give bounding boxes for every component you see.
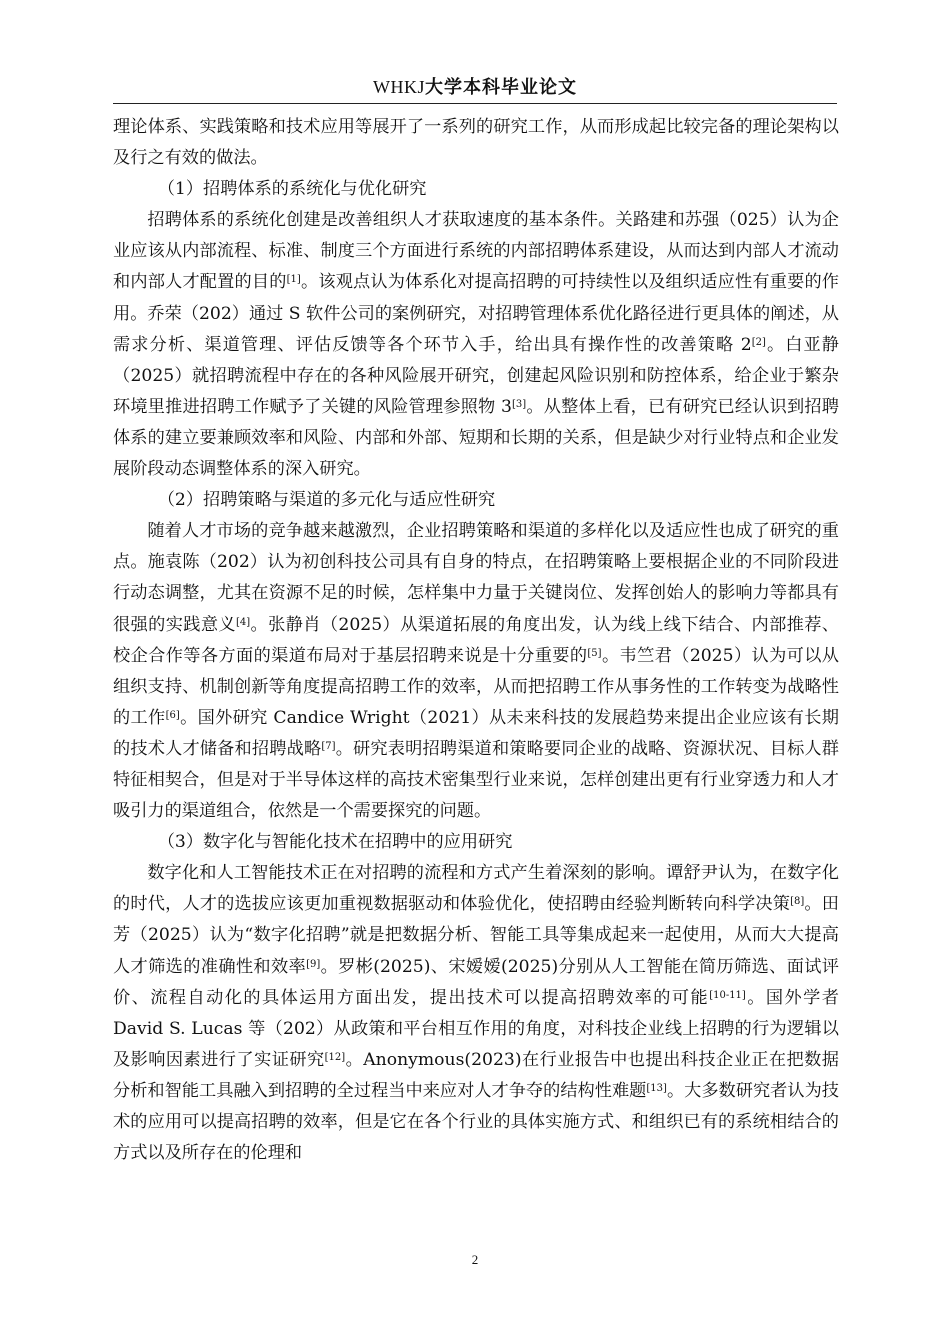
citation-ref: [4] (236, 616, 251, 628)
page-header (113, 73, 837, 101)
paragraph-text: 随着人才市场的竞争越来越激烈，企业招聘策略和渠道的多样化以及适应性也成了研究的重点。施袁陈（202）认为初创科技公司具有自身的特点，在招聘策略上要根据企业的不同阶段进行动态调整，尤其在资源不足的时候，怎样集中力量于关键岗位、发挥创始人的影响力等都具有很强的实践意义 (113, 521, 839, 635)
citation-ref: [13] (646, 1082, 667, 1094)
header-latin: WHKJ (373, 77, 425, 97)
paragraph-text: 。白亚静（2025）就招聘流程中存在的各种风险展开研究，创建起风险识别和防控体系，给企业于繁杂环境里推进招聘工作赋予了关键的风险管理参照物 3 (113, 334, 839, 417)
subheading-text: （1）招聘体系的系统化与优化研究 (157, 179, 427, 200)
citation-ref: [10-11] (709, 989, 746, 1001)
subheading-strategy (113, 485, 839, 516)
citation-ref: [9] (306, 958, 321, 970)
body-text (113, 112, 839, 1169)
paragraph-text: 。国外学者 David S. Lucas 等（202）从政策和平台相互作用的角度，对科技企业线上招聘的行为逻辑以及影响因素进行了实证研究 (113, 987, 839, 1070)
paragraph-text: 招聘体系的系统化创建是改善组织人才获取速度的基本条件。关路建和苏强（025）认为企业应该从内部流程、标准、制度三个方面进行系统的内部招聘体系建设，从而达到内部人才流动和内部人才配置的目的 (113, 210, 839, 293)
paragraph-text: 理论体系、实践策略和技术应用等展开了一系列的研究工作，从而形成起比较完备的理论架构以及行之有效的做法。 (113, 117, 839, 169)
citation-ref: [1] (286, 274, 301, 286)
paragraph-text: 。罗彬(2025)、宋嫒嫒(2025)分别从人工智能在简历筛选、面试评价、流程自动化的具体运用方面出发，提出技术可以提高招聘效率的可能 (113, 956, 839, 1008)
citation-ref: [2] (751, 336, 766, 348)
subheading-text: （3）数字化与智能化技术在招聘中的应用研究 (157, 832, 513, 853)
paragraph-text: 。该观点认为体系化对提高招聘的可持续性以及组织适应性有重要的作用。乔荣（202）通过 S 软件公司的案例研究，对招聘管理体系优化路径进行更具体的阐述，从需求分析、渠道管理、评估反馈等各个环节入手，给出具有操作性的改善策略 2 (113, 272, 839, 355)
citation-ref: [3] (511, 398, 527, 410)
page-number: 2 (471, 1252, 479, 1267)
paragraph-system (113, 205, 839, 485)
subheading-digital (113, 827, 839, 858)
paragraph-text: 。研究表明招聘渠道和策略要同企业的战略、资源状况、目标人群特征相契合，但是对于半导体这样的高技术密集型行业来说，怎样创建出更有行业穿透力和人才吸引力的渠道组合，依然是一个需要探究的问题。 (113, 738, 839, 822)
paragraph-text: 。国外研究 Candice Wright（2021）从未来科技的发展趋势来提出企业应该有长期的技术人才储备和招聘战略 (113, 707, 839, 759)
paragraph-text: 。韦竺君（2025）认为可以从组织支持、机制创新等角度提高招聘工作的效率，从而把招聘工作从事务性的工作转变为战略性的工作 (113, 645, 839, 728)
paragraph-text: 。Anonymous(2023)在行业报告中也提出科技企业正在把数据分析和智能工具融入到招聘的全过程当中来应对人才争夺的结构性难题 (113, 1049, 839, 1101)
paragraph-text: 。张静肖（2025）从渠道拓展的角度出发，认为线上线下结合、内部推荐、校企合作等各方面的渠道布局对于基层招聘来说是十分重要的 (113, 614, 839, 666)
citation-ref: [5] (587, 647, 602, 659)
citation-ref: [6] (165, 709, 180, 721)
paragraph-digital (113, 858, 839, 1169)
paragraph-text: 数字化和人工智能技术正在对招聘的流程和方式产生着深刻的影响。谭舒尹认为，在数字化的时代，人才的选拔应该更加重视数据驱动和体验优化，使招聘由经验判断转向科学决策 (113, 863, 839, 915)
subheading-text: （2）招聘策略与渠道的多元化与适应性研究 (157, 490, 496, 511)
subheading-system (113, 174, 839, 205)
paragraph-continuation (113, 112, 839, 174)
paragraph-text: 。大多数研究者认为技术的应用可以提高招聘的效率，但是它在各个行业的具体实施方式、和组织已有的系统相结合的方式以及所存在的伦理和 (113, 1080, 839, 1164)
citation-ref: [7] (321, 740, 336, 752)
paragraph-text: 。从整体上看，已有研究已经认识到招聘体系的建立要兼顾效率和风险、内部和外部、短期和长期的关系，但是缺少对行业特点和企业发展阶段动态调整体系的深入研究。 (113, 396, 839, 480)
paragraph-text: 。田芳（2025）认为“数字化招聘”就是把数据分析、智能工具等集成起来一起使用，从而大大提高人才筛选的准确性和效率 (113, 894, 839, 977)
citation-ref: [12] (324, 1051, 346, 1063)
header-rule (113, 103, 837, 104)
paragraph-strategy (113, 516, 839, 827)
header-title: 大学本科毕业论文 (425, 77, 577, 97)
citation-ref: [8] (790, 896, 805, 908)
